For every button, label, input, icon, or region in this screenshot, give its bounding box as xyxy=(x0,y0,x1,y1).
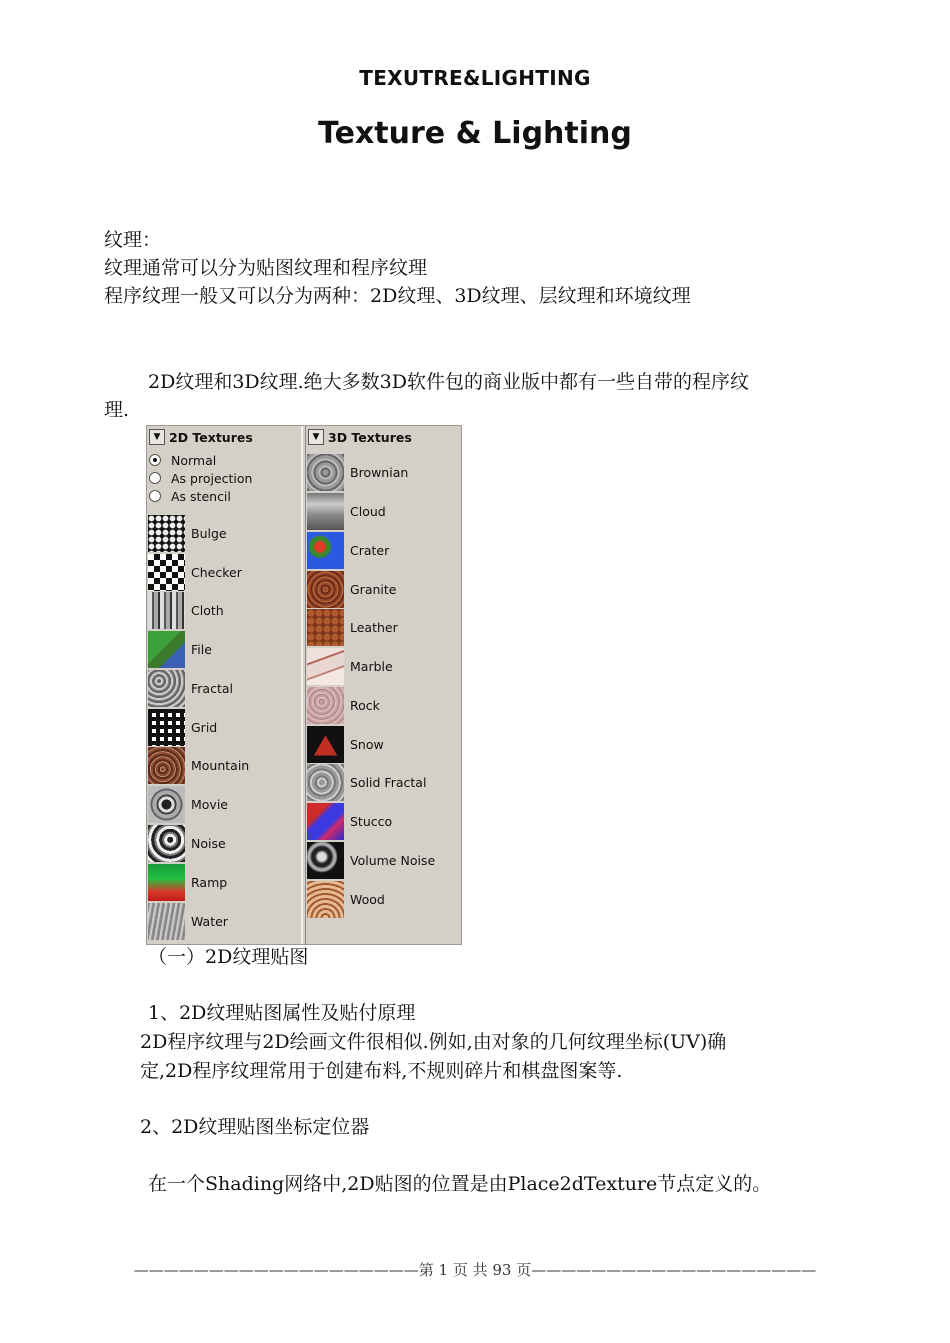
texture-label: Stucco xyxy=(350,813,393,829)
texture-label: Solid Fractal xyxy=(350,774,427,790)
texture-label: Volume Noise xyxy=(350,852,436,868)
marble-icon xyxy=(307,648,344,685)
paragraph-line: 2D程序纹理与2D绘画文件很相似.例如,由对象的几何纹理坐标(UV)确 xyxy=(140,1031,727,1053)
texture-item-volume-noise[interactable] xyxy=(307,842,435,878)
texture-label: Checker xyxy=(191,564,242,580)
texture-label: Grid xyxy=(191,719,218,735)
fractal-icon xyxy=(148,670,185,707)
texture-item-file[interactable] xyxy=(148,631,212,667)
texture-item-bulge[interactable] xyxy=(148,515,227,551)
texture-item-marble[interactable] xyxy=(307,648,393,684)
texture-item-cloth[interactable] xyxy=(148,592,224,628)
file-icon xyxy=(148,631,185,668)
radio-label: As projection xyxy=(171,470,253,486)
texture-label: Snow xyxy=(350,736,384,752)
texture-item-ramp[interactable] xyxy=(148,864,227,900)
texture-item-brownian[interactable] xyxy=(307,454,408,490)
texture-column-3d xyxy=(305,426,462,944)
column-header-3d[interactable] xyxy=(308,428,412,446)
cloud-icon xyxy=(307,493,344,530)
texture-label: Fractal xyxy=(191,680,233,696)
texture-label: Noise xyxy=(191,835,226,851)
radio-selected-icon[interactable] xyxy=(149,454,161,466)
texture-item-cloud[interactable] xyxy=(307,493,386,529)
texture-item-granite[interactable] xyxy=(307,571,396,607)
texture-label: Movie xyxy=(191,796,228,812)
mountain-icon xyxy=(148,747,185,784)
texture-label: Marble xyxy=(350,658,393,674)
wood-icon xyxy=(307,881,344,918)
brownian-icon xyxy=(307,454,344,491)
texture-item-stucco[interactable] xyxy=(307,803,392,839)
stucco-icon xyxy=(307,803,344,840)
column-title: 2D Textures xyxy=(169,429,253,445)
texture-label: Rock xyxy=(350,697,380,713)
figure-caption: （一）2D纹理贴图 xyxy=(148,946,309,968)
radio-label: Normal xyxy=(171,452,217,468)
column-header-2d[interactable] xyxy=(149,428,253,446)
grid-icon xyxy=(148,709,185,746)
column-title: 3D Textures xyxy=(328,429,412,445)
texture-label: Cloth xyxy=(191,602,224,618)
radio-unselected-icon[interactable] xyxy=(149,490,161,502)
texture-item-mountain[interactable] xyxy=(148,747,249,783)
dropdown-arrow-icon[interactable]: ▼ xyxy=(308,429,324,445)
texture-label: Ramp xyxy=(191,874,228,890)
paragraph-line: 在一个Shading网络中,2D贴图的位置是由Place2dTexture节点定义的。 xyxy=(148,1173,772,1195)
radio-as-stencil[interactable] xyxy=(149,488,231,504)
texture-label: Wood xyxy=(350,891,385,907)
snow-icon xyxy=(307,726,344,763)
checker-icon xyxy=(148,554,185,591)
texture-label: Granite xyxy=(350,581,397,597)
crater-icon xyxy=(307,532,344,569)
paragraph-line: 2D纹理和3D纹理.绝大多数3D软件包的商业版中都有一些自带的程序纹 xyxy=(148,371,750,393)
intro-line: 纹理通常可以分为贴图纹理和程序纹理 xyxy=(104,257,428,279)
texture-item-wood[interactable] xyxy=(307,881,385,917)
texture-label: Leather xyxy=(350,619,398,635)
texture-label: File xyxy=(191,641,212,657)
texture-item-rock[interactable] xyxy=(307,687,380,723)
radio-unselected-icon[interactable] xyxy=(149,472,161,484)
paragraph-line: 定,2D程序纹理常用于创建布料,不规则碎片和棋盘图案等. xyxy=(140,1060,623,1082)
ramp-icon xyxy=(148,864,185,901)
section-heading: 1、2D纹理贴图属性及贴付原理 xyxy=(148,1002,416,1024)
texture-item-crater[interactable] xyxy=(307,532,389,568)
leather-icon xyxy=(307,609,344,646)
texture-label: Cloud xyxy=(350,503,386,519)
document-header: TEXUTRE&LIGHTING xyxy=(359,66,591,90)
paragraph-line: 理. xyxy=(104,399,130,421)
granite-icon xyxy=(307,571,344,608)
page-footer: ———————————————————第 1 页 共 93 页——————————————————— xyxy=(133,1261,817,1279)
intro-line: 纹理： xyxy=(104,229,162,251)
texture-item-grid[interactable] xyxy=(148,709,217,745)
intro-line: 程序纹理一般又可以分为两种：2D纹理、3D纹理、层纹理和环境纹理 xyxy=(104,285,691,307)
texture-label: Bulge xyxy=(191,525,227,541)
texture-column-2d xyxy=(147,426,303,944)
movie-icon xyxy=(148,786,185,823)
texture-panel xyxy=(146,425,462,945)
texture-item-water[interactable] xyxy=(148,903,228,939)
texture-label: Brownian xyxy=(350,464,409,480)
texture-item-snow[interactable] xyxy=(307,726,384,762)
document-title: Texture & Lighting xyxy=(318,116,632,151)
volume-noise-icon xyxy=(307,842,344,879)
noise-icon xyxy=(148,825,185,862)
texture-item-solid-fractal[interactable] xyxy=(307,764,426,800)
section-heading: 2、2D纹理贴图坐标定位器 xyxy=(140,1116,370,1138)
texture-item-movie[interactable] xyxy=(148,786,228,822)
rock-icon xyxy=(307,687,344,724)
texture-label: Water xyxy=(191,913,228,929)
texture-item-fractal[interactable] xyxy=(148,670,233,706)
texture-item-noise[interactable] xyxy=(148,825,226,861)
water-icon xyxy=(148,903,185,940)
texture-item-leather[interactable] xyxy=(307,609,398,645)
solid-fractal-icon xyxy=(307,764,344,801)
texture-item-checker[interactable] xyxy=(148,554,242,590)
bulge-icon xyxy=(148,515,185,552)
texture-label: Mountain xyxy=(191,757,250,773)
cloth-icon xyxy=(148,592,185,629)
radio-normal[interactable] xyxy=(149,452,216,468)
radio-label: As stencil xyxy=(171,488,231,504)
texture-label: Crater xyxy=(350,542,390,558)
dropdown-arrow-icon[interactable]: ▼ xyxy=(149,429,165,445)
radio-as-projection[interactable] xyxy=(149,470,252,486)
